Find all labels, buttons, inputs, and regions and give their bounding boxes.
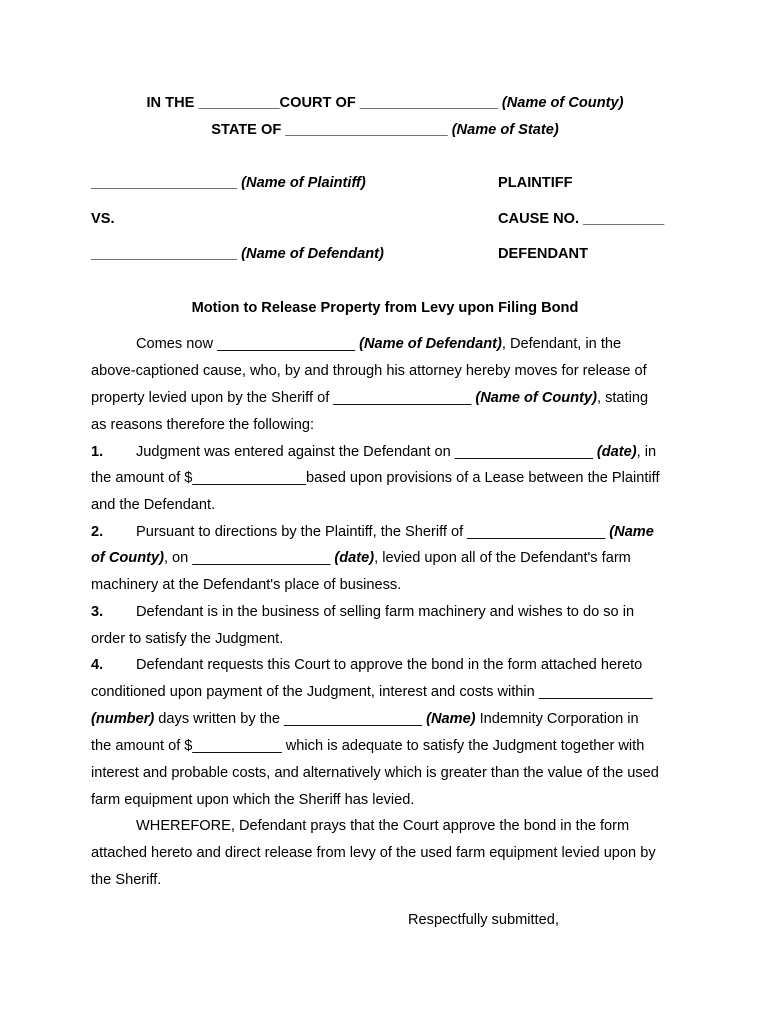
document-title: Motion to Release Property from Levy upon Filing Bond	[191, 300, 579, 316]
item-2-date-hint: (date)	[334, 550, 375, 566]
item-1-date-hint: (date)	[596, 444, 637, 460]
item-4-name-hint: (Name)	[426, 711, 476, 727]
item-2-line-3: machinery at the Defendant's place of business.	[91, 577, 402, 593]
intro-line-2: above-captioned cause, who, by and through his attorney hereby moves for release of	[91, 363, 647, 379]
item-2-text-1a: Pursuant to directions by the Plaintiff, the Sheriff of _________________	[136, 524, 610, 540]
item-3-line-1: Defendant is in the business of selling farm machinery and wishes to do so in	[136, 604, 635, 620]
intro-county-hint: (Name of County)	[475, 390, 597, 406]
court-line	[0, 94, 770, 112]
court-line-text: IN THE __________COURT OF _________________	[146, 95, 498, 111]
item-4-number: 4.	[91, 657, 104, 673]
plaintiff-name-line	[91, 174, 366, 192]
plaintiff-role: PLAINTIFF	[498, 175, 573, 191]
item-4-line-1: Defendant requests this Court to approve the bond in the form attached hereto	[136, 657, 643, 673]
item-2-county-hint: of County)	[91, 550, 164, 566]
state-line-text: STATE OF ____________________	[211, 122, 448, 138]
defendant-blank: __________________	[91, 246, 238, 262]
defendant-hint: (Name of Defendant)	[241, 246, 384, 262]
item-2-text-2b: , on _________________	[163, 550, 335, 566]
state-hint: (Name of State)	[451, 122, 559, 138]
item-1-line-1	[136, 443, 656, 461]
intro-line-4: as reasons therefore the following:	[91, 417, 315, 433]
item-4-line-6: farm equipment upon which the Sheriff has levied.	[91, 792, 415, 808]
item-1-text-1a: Judgment was entered against the Defendant on _________________	[136, 444, 597, 460]
defendant-role: DEFENDANT	[498, 246, 588, 262]
item-1-text-1c: , in	[636, 444, 657, 460]
cause-number: CAUSE NO. __________	[498, 211, 665, 227]
intro-text-1a: Comes now _________________	[136, 336, 360, 352]
intro-text-3a: property levied upon by the Sheriff of _________________	[91, 390, 476, 406]
closing-signature: Respectfully submitted,	[408, 912, 559, 928]
intro-text-1c: , Defendant, in the	[501, 336, 622, 352]
item-3-number: 3.	[91, 604, 104, 620]
item-4-line-3	[91, 710, 639, 728]
intro-line-1	[136, 335, 621, 353]
item-4-line-4: the amount of $___________ which is adequate to satisfy the Judgment together with	[91, 738, 645, 754]
wherefore-line-1: WHEREFORE, Defendant prays that the Court approve the bond in the form	[136, 818, 630, 834]
item-2-text-2d: , levied upon all of the Defendant's farm	[374, 550, 631, 566]
intro-defendant-hint: (Name of Defendant)	[359, 336, 502, 352]
item-1-line-3: and the Defendant.	[91, 497, 216, 513]
item-2-line-2	[91, 549, 631, 567]
intro-text-3c: , stating	[596, 390, 649, 406]
wherefore-line-2: attached hereto and direct release from levy of the used farm equipment levied upon by	[91, 845, 656, 861]
plaintiff-blank: __________________	[91, 175, 238, 191]
item-2-line-1	[136, 523, 654, 541]
item-4-text-3b: days written by the _________________	[154, 711, 427, 727]
item-4-line-5: interest and probable costs, and alternatively which is greater than the value of the used	[91, 765, 659, 781]
wherefore-line-3: the Sheriff.	[91, 872, 162, 888]
plaintiff-hint: (Name of Plaintiff)	[241, 175, 366, 191]
item-3-line-2: order to satisfy the Judgment.	[91, 631, 284, 647]
item-2-name-hint: (Name	[609, 524, 654, 540]
item-4-number-hint: (number)	[91, 711, 155, 727]
item-4-text-3d: Indemnity Corporation in	[475, 711, 639, 727]
intro-line-3	[91, 389, 648, 407]
versus-label: VS.	[91, 211, 115, 227]
item-4-line-2: conditioned upon payment of the Judgment, interest and costs within ______________	[91, 684, 653, 700]
defendant-name-line	[91, 245, 384, 263]
item-1-number: 1.	[91, 444, 104, 460]
item-2-number: 2.	[91, 524, 104, 540]
state-line	[0, 121, 770, 139]
county-hint: (Name of County)	[501, 95, 624, 111]
item-1-line-2: the amount of $______________based upon provisions of a Lease between the Plaintiff	[91, 470, 660, 486]
